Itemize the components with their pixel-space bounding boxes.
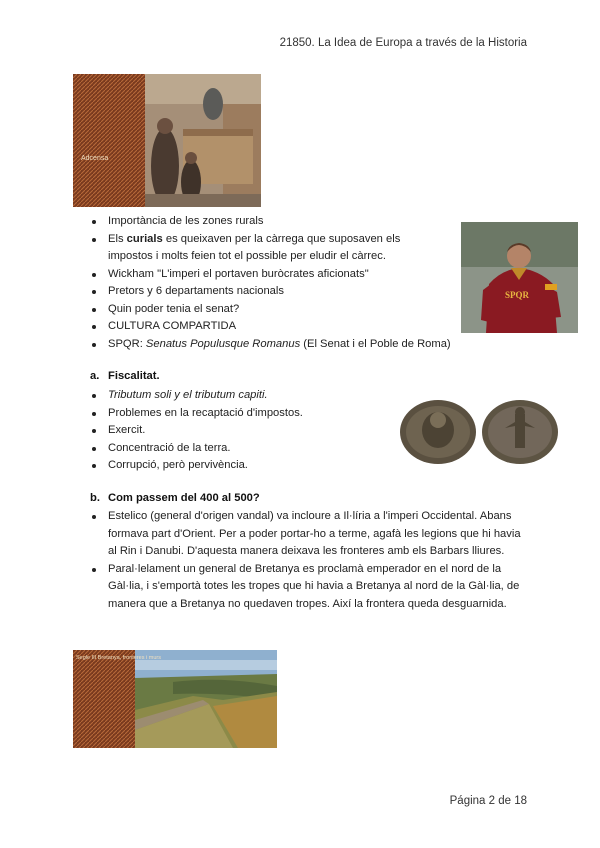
wall-caption: Segle III Bretanya, fronteres i murs [76, 655, 161, 661]
list-item: Els curials es queixaven per la càrrega que suposaven els impostos i molts feien tot el possible per eludir el càrrec. [90, 231, 420, 266]
section-b-heading: b. Com passem del 400 al 500? [90, 492, 260, 504]
list-item: Importància de les zones rurals [90, 213, 420, 231]
section-a-heading: a. Fiscalitat. [90, 370, 160, 382]
hadrians-wall-image [73, 650, 277, 748]
football-player-image [461, 222, 578, 333]
pompeii-fresco-image [73, 74, 261, 207]
rural-list [90, 213, 451, 353]
list-item: Tributum soli y el tributum capiti. [90, 387, 390, 405]
list-item: Concentració de la terra. [90, 440, 390, 458]
list-item: Problemes en la recaptació d'impostos. [90, 405, 390, 423]
fiscal-list [90, 387, 390, 475]
list-item: Paral·lelament un general de Bretanya es proclamà emperador en el nord de la Gàl·lia, i s'emportà totes les tropes que hi havia a Bretanya al nord de la Gàl·lia, de manera que a Bretanya no quedaven tropes. Així la frontera queda desguarnida. [90, 561, 528, 614]
list-item: Corrupció, però pervivència. [90, 457, 390, 475]
transition-list [90, 508, 528, 613]
list-item: SPQR: Senatus Populusque Romanus (El Senat i el Poble de Roma) [90, 336, 420, 354]
list-item: Wickham "L'imperi el portaven buròcrates aficionats" [90, 266, 420, 284]
list-item: Estelico (general d'origen vandal) va incloure a Il·líria a l'imperi Occidental. Abans formava part d'Orient. Per a poder portar-ho a terme, agafà les legions que hi havia al Rin i Danubi. D'aquesta manera deixava les fronteres amb els Barbars lliures. [90, 508, 528, 561]
pompeii-caption: Adcensa [81, 155, 109, 162]
list-item: Exercit. [90, 422, 390, 440]
page-number: Página 2 de 18 [449, 795, 527, 807]
curials-bold: curials [126, 232, 163, 245]
list-item: Quin poder tenia el senat? [90, 301, 420, 319]
list-item: CULTURA COMPARTIDA [90, 318, 420, 336]
jersey-spqr-text: SPQR [505, 290, 530, 300]
list-item: Pretors y 6 departaments nacionals [90, 283, 420, 301]
page-header: 21850. La Idea de Europa a través de la Historia [279, 37, 527, 49]
roman-coins-image [399, 398, 561, 466]
